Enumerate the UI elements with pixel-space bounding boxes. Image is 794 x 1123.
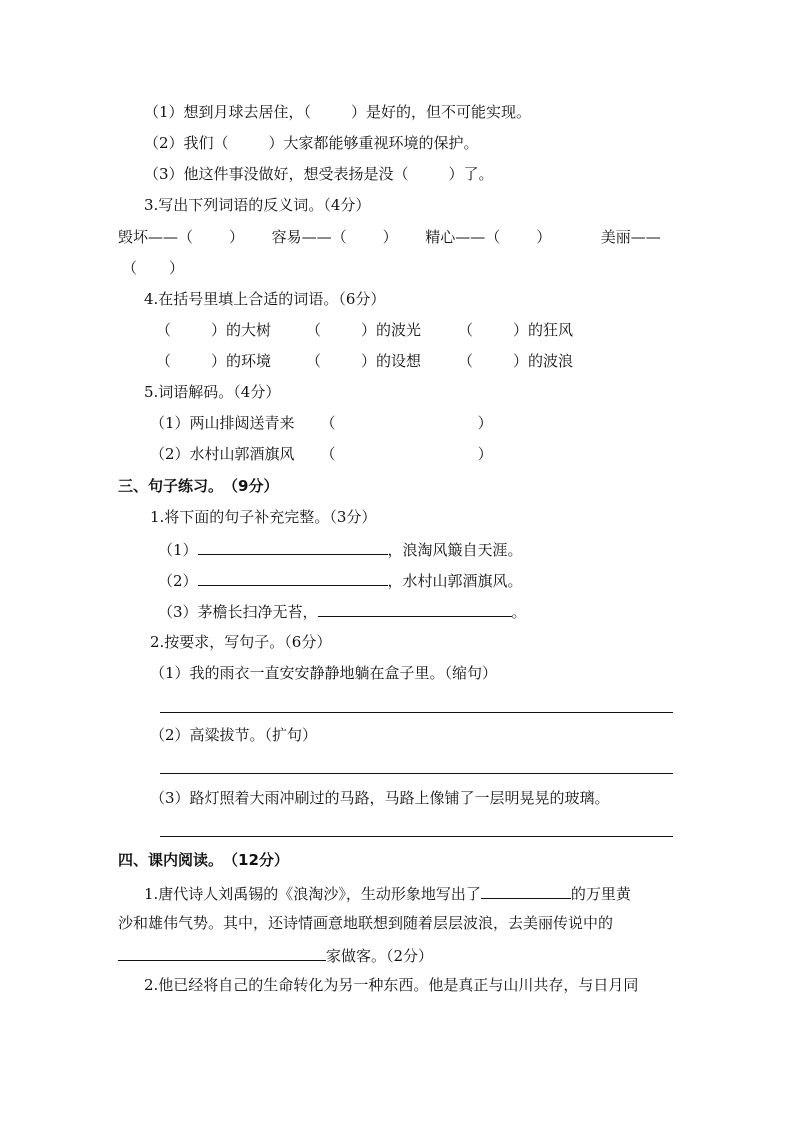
p3-q2-item-2: （2）高粱拔节。（扩句）	[150, 726, 318, 744]
q3-antonyms	[118, 227, 678, 247]
p4-q1-line-2: 沙和雄伟气势。其中，还诗情画意地联想到随着层层波浪，去美丽传说中的	[118, 914, 614, 932]
answer-blank	[481, 882, 571, 899]
p4-q2-line-1: 2.他已经将自己的生命转化为另一种东西。他是真正与山川共存，与日月同	[144, 976, 639, 994]
q4-fill-6: （ ）的波浪	[458, 352, 574, 370]
answer-line-1	[160, 712, 673, 713]
answer-blank	[118, 944, 326, 961]
p3-q1-item-1: （1） ，浪淘风簸自天涯。	[158, 538, 523, 560]
q4-title: 4.在括号里填上合适的词语。（6分）	[144, 290, 386, 308]
q4-fill-4: （ ）的环境	[156, 352, 272, 370]
p4-q1-line-3: 家做客。（2分）	[118, 944, 433, 966]
q3-word-1: 毁坏——（ ）	[118, 228, 245, 246]
p3-q2-item-1: （1）我的雨衣一直安安静静地躺在盒子里。（缩句）	[150, 664, 498, 682]
q5-item-1: （1）两山排闼送青来 （ ）	[150, 414, 493, 432]
q3-word-4-blank: （ ）	[122, 259, 185, 277]
answer-blank	[318, 600, 512, 617]
q4-fill-1: （ ）的大树	[156, 321, 272, 339]
p3-q1-title: 1.将下面的句子补充完整。（3分）	[150, 508, 377, 526]
p3-q1-item-3: （3）茅檐长扫净无苔， 。	[158, 600, 527, 622]
answer-blank	[198, 569, 388, 586]
p4-q1-line-1: 1.唐代诗人刘禹锡的《浪淘沙》，生动形象地写出了 的万里黄	[144, 882, 631, 904]
q2-item-1: （1）想到月球去居住，（ ）是好的，但不可能实现。	[144, 103, 532, 121]
q5-item-2: （2）水村山郭酒旗风 （ ）	[150, 445, 493, 463]
q4-fill-5: （ ）的设想	[306, 352, 422, 370]
q4-fill-2: （ ）的波光	[306, 321, 422, 339]
q5-title: 5.词语解码。（4分）	[144, 383, 281, 401]
section-3-heading: 三、句子练习。 （9分）	[118, 477, 279, 495]
q3-word-4: 美丽——	[600, 228, 661, 246]
section-4-heading: 四、课内阅读。 （12分）	[118, 851, 289, 869]
q2-item-2: （2）我们（ ）大家都能够重视环境的保护。	[144, 134, 479, 152]
q2-item-3: （3）他这件事没做好，想受表扬是没（ ）了。	[144, 165, 494, 183]
q4-fill-3: （ ）的狂风	[458, 321, 574, 339]
p3-q2-title: 2.按要求，写句子。（6分）	[150, 633, 332, 651]
answer-blank	[198, 538, 388, 555]
p3-q2-item-3: （3）路灯照着大雨冲刷过的马路，马路上像铺了一层明晃晃的玻璃。	[150, 789, 610, 807]
q3-word-2: 容易——（ ）	[271, 228, 398, 246]
p3-q1-item-2: （2） ，水村山郭酒旗风。	[158, 569, 523, 591]
answer-line-3	[160, 836, 673, 837]
q3-title: 3.写出下列词语的反义词。（4分）	[144, 196, 371, 214]
q3-word-3: 精心——（ ）	[425, 228, 552, 246]
answer-line-2	[160, 773, 673, 774]
